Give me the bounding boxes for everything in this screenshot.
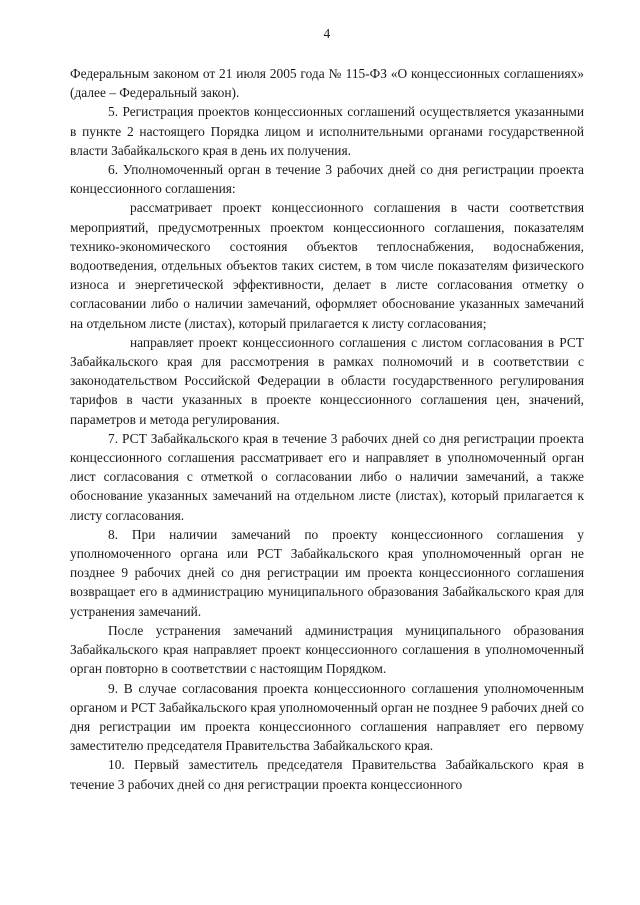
paragraph-item-6-sub-a: рассматривает проект концессионного соглашения в части соответствия мероприятий, предусмотренных проектом концессионного соглашения, показателям технико-экономического состояния объектов теплоснабжения, водоснабжения, водоотведения, отдельных объектов таких систем, в том числе показателям физического износа и энергетической эффективности, делает в листе согласования отметку о согласовании либо о наличии замечаний, оформляет обоснование указанных замечаний на отдельном листе (листах), который прилагается к листу согласования; (70, 200, 584, 331)
paragraph-item-8: 8. При наличии замечаний по проекту концессионного соглашения у уполномоченного органа или РСТ Забайкальского края уполномоченный орган не позднее 9 рабочих дней со дня регистрации им проекта концессионного соглашения возвращает его в администрацию муниципального образования Забайкальского края для устранения замечаний. (70, 526, 584, 619)
page-number: 4 (323, 26, 331, 41)
document-body (70, 64, 584, 794)
paragraph-item-10: 10. Первый заместитель председателя Правительства Забайкальского края в течение 3 рабочих дней со дня регистрации проекта концессионного (70, 757, 584, 792)
paragraph-item-7: 7. РСТ Забайкальского края в течение 3 рабочих дней со дня регистрации проекта концессионного соглашения рассматривает его и направляет в уполномоченный орган лист согласования с отметкой о согласовании либо о наличии замечаний, а также обоснование указанных замечаний на отдельном листе (листах), который прилагается к листу согласования. (70, 430, 584, 523)
paragraph-intro: Федеральным законом от 21 июля 2005 года № 115-ФЗ «О концессионных соглашениях» (далее – Федеральный закон). (70, 66, 584, 101)
paragraph-item-5: 5. Регистрация проектов концессионных соглашений осуществляется указанными в пункте 2 настоящего Порядка лицом и исполнительными органами государственной власти Забайкальского края в день их получения. (70, 104, 584, 158)
paragraph-item-9: 9. В случае согласования проекта концессионного соглашения уполномоченным органом и РСТ Забайкальского края уполномоченный орган не позднее 9 рабочих дней со дня регистрации им проекта концессионного соглашения направляет его первому заместителю председателя Правительства Забайкальского края. (70, 680, 584, 754)
paragraph-item-6-sub-b: направляет проект концессионного соглашения с листом согласования в РСТ Забайкальского края для рассмотрения в рамках полномочий и в соответствии с законодательством Российской Федерации в области государственного регулирования тарифов в части указанных в проекте концессионного соглашения цен, значений, параметров и метода регулирования. (70, 334, 584, 427)
paragraph-after-remarks: После устранения замечаний администрация муниципального образования Забайкальского края направляет проект концессионного соглашения в уполномоченный орган повторно в соответствии с настоящим Порядком. (70, 622, 584, 677)
paragraph-item-6: 6. Уполномоченный орган в течение 3 рабочих дней со дня регистрации проекта концессионного соглашения: (70, 162, 584, 197)
